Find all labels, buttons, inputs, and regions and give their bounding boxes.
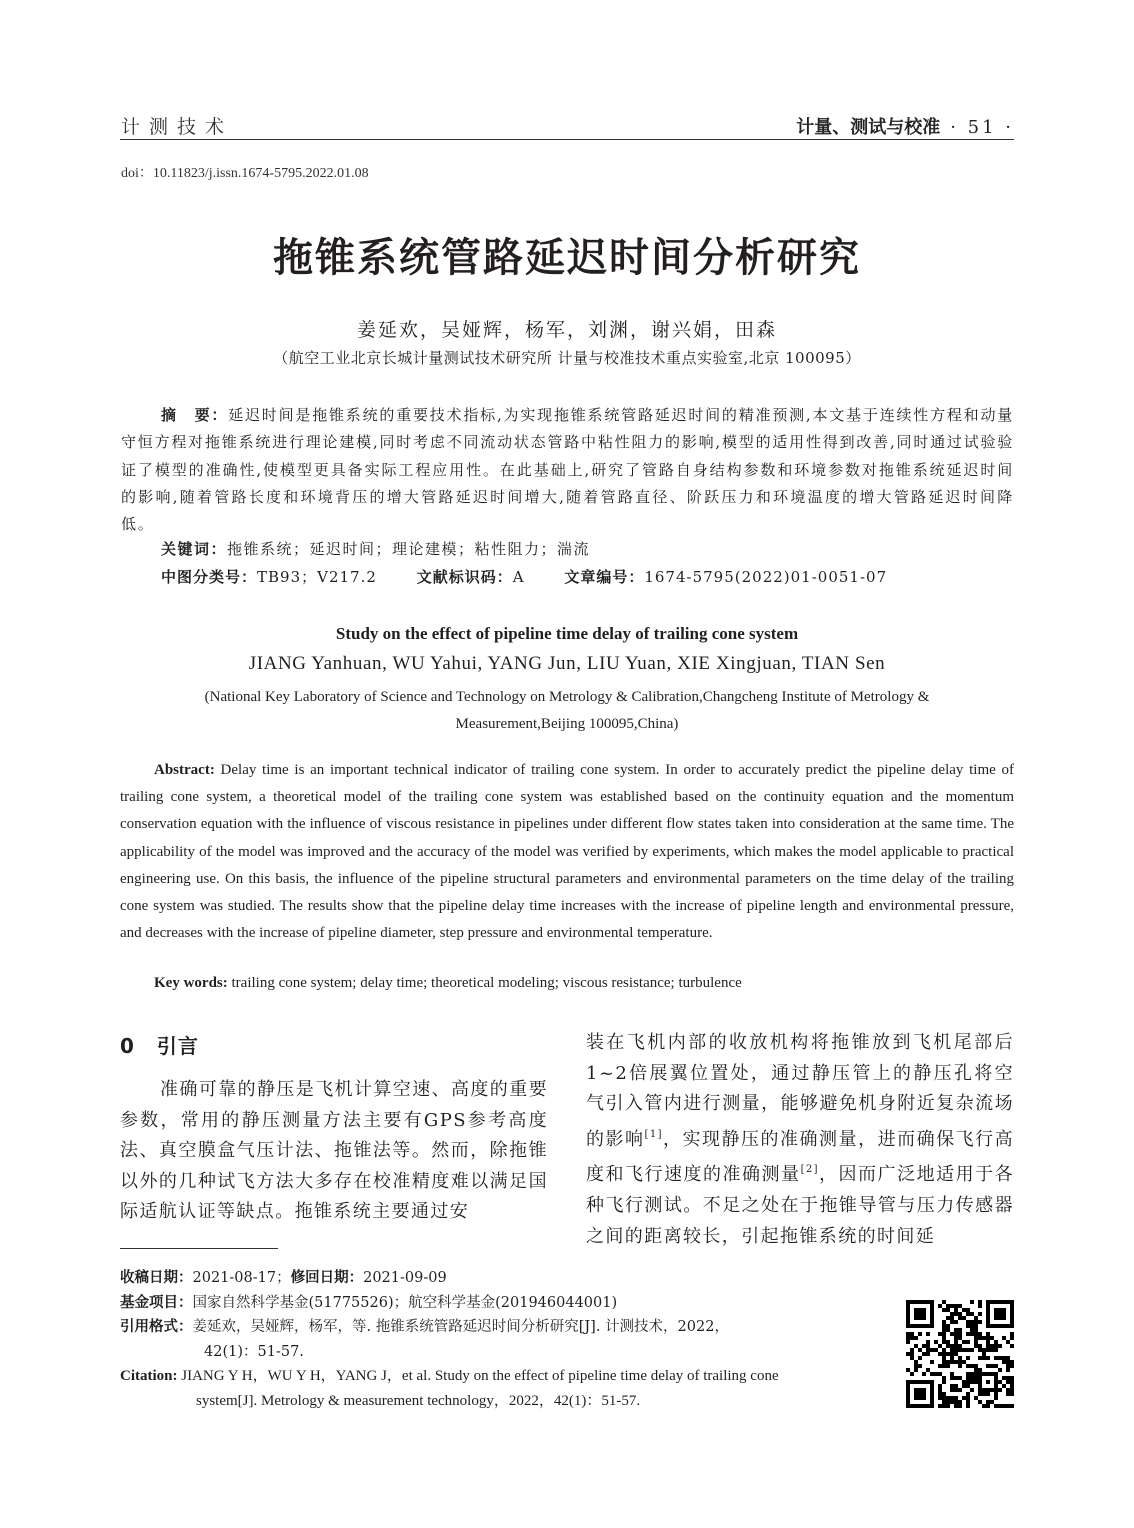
keywords-cn [161, 538, 590, 559]
intro-text-c: ，因而广泛地适用于各种飞行测试。不足之处在于拖锥导管与压力传感器之间的距离较长，引起拖锥系统的时间延 [586, 1164, 1014, 1247]
authors-cn: 姜延欢，吴娅辉，杨军，刘渊，谢兴娟，田森 [356, 319, 777, 341]
body-column-left [120, 1030, 548, 1228]
keywords-en [154, 975, 742, 992]
page-number: · 51 · [950, 117, 1014, 138]
fund-row [120, 1291, 880, 1316]
revised-label: 修回日期： [290, 1270, 364, 1286]
article-no-value: 1674-5795(2022)01-0051-07 [644, 568, 888, 586]
journal-name: 计测技术 [121, 116, 234, 138]
classification-row [161, 566, 1021, 587]
affiliation-en-line2: Measurement,Beijing 100095,China) [455, 716, 679, 732]
footnote-rule [120, 1248, 278, 1249]
received-row [120, 1266, 880, 1291]
abstract-en-text: Delay time is an important technical indicator of trailing cone system. In order to accurately predict the pipeline delay time of trailing cone system, a theoretical model of the trailing cone system was established based on the continuity equation and the momentum conservation equation with the influence of viscous resistance in pipelines under different flow states taken into consideration at the same time. The applicability of the model was improved and the accuracy of the model was verified by experiments, which makes the model applicable to practical engineering use. On this basis, the influence of the pipeline structural parameters and environmental parameters on the time delay of the trailing cone system was studied. The results show that the pipeline delay time increases with the increase of pipeline length and environmental pressure, and decreases with the increase of pipeline diameter, step pressure and environmental temperature. [120, 762, 1014, 942]
qr-code-graphic [906, 1300, 1014, 1408]
footnote-en [120, 1364, 880, 1414]
section-heading [120, 1030, 548, 1059]
affiliation-en-line1: (National Key Laboratory of Science and Technology on Metrology & Calibration,Changcheng Institute of Metrology & [204, 689, 930, 705]
revised-date: 2021-09-09 [363, 1270, 447, 1286]
doc-code-value: A [512, 568, 525, 586]
footnote-cn [120, 1266, 880, 1365]
doc-code-label: 文献标识码： [416, 568, 513, 586]
citation-en-line2: system[J]. Metrology & measurement technology，2022，42(1)：51-57. [196, 1393, 641, 1409]
paper-title-cn: 拖锥系统管路延迟时间分析研究 [273, 235, 861, 281]
intro-paragraph-left: 准确可靠的静压是飞机计算空速、高度的重要参数，常用的静压测量方法主要有GPS参考高度法、真空膜盒气压计法、拖锥法等。然而，除拖锥以外的几种试飞方法大多存在校准精度难以满足国际适航认证等缺点。拖锥系统主要通过安 [120, 1079, 548, 1223]
authors-en: JIANG Yanhuan, WU Yahui, YANG Jun, LIU Yuan, XIE Xingjuan, TIAN Sen [248, 653, 886, 674]
intro-text-a: 装在飞机内部的收放机构将拖锥放到飞机尾部后1~2倍展翼位置处，通过静压管上的静压孔将空气引入管内进行测量，能够避免机身附近复杂流场的影响 [586, 1032, 1014, 1150]
abstract-cn-label: 摘 要： [161, 406, 229, 424]
keywords-en-text: trailing cone system; delay time; theoretical modeling; viscous resistance; turbulence [227, 975, 742, 991]
article-no-label: 文章编号： [564, 568, 645, 586]
section-number: 0 [120, 1034, 135, 1058]
citation-2[interactable]: [2] [800, 1164, 819, 1176]
citation-cn-line1: 姜延欢，吴娅辉，杨军，等. 拖锥系统管路延迟时间分析研究[J]. 计测技术，2022， [192, 1319, 729, 1336]
doi[interactable]: doi：10.11823/j.issn.1674-5795.2022.01.08 [121, 166, 369, 181]
intro-paragraph-right [586, 1028, 1014, 1252]
intro-text-b: ，实现静压的准确测量，进而确保飞行高度和飞行速度的准确测量 [586, 1128, 1015, 1186]
affiliation-en [120, 684, 1014, 738]
citation-1[interactable]: [1] [644, 1128, 663, 1140]
keywords-cn-text: 拖锥系统；延迟时间；理论建模；粘性阻力；湍流 [227, 540, 591, 558]
qr-code-icon[interactable] [906, 1300, 1014, 1408]
keywords-cn-label: 关键词： [161, 540, 228, 558]
citation-en-label: Citation: [120, 1368, 178, 1384]
citation-en-line1: JIANG Y H，WU Y H，YANG J，et al. Study on the effect of pipeline time delay of trailing cone [177, 1368, 779, 1384]
abstract-en-label: Abstract: [154, 762, 215, 778]
citation-cn-row [120, 1315, 880, 1340]
received-date: 2021-08-17； [192, 1270, 291, 1286]
abstract-cn [121, 402, 1014, 538]
fund-label: 基金项目： [120, 1294, 193, 1311]
abstract-cn-text: 延迟时间是拖锥系统的重要技术指标,为实现拖锥系统管路延迟时间的精准预测,本文基于连续性方程和动量守恒方程对拖锥系统进行理论建模,同时考虑不同流动状态管路中粘性阻力的影响,模型的适用性得到改善,同时通过试验验证了模型的准确性,使模型更具备实际工程应用性。在此基础上,研究了管路自身结构参数和环境参数对拖锥系统延迟时间的影响,随着管路长度和环境背压的增大管路延迟时间增大,随着管路直径、阶跃压力和环境温度的增大管路延迟时间降低。 [121, 406, 1014, 534]
clc-label: 中图分类号： [161, 568, 258, 586]
affiliation-cn: （航空工业北京长城计量测试技术研究所 计量与校准技术重点实验室,北京 100095） [273, 349, 861, 367]
received-label: 收稿日期： [120, 1270, 193, 1286]
keywords-en-label: Key words: [154, 975, 228, 991]
citation-en-row [120, 1364, 880, 1389]
clc-value: TB93；V217.2 [257, 568, 377, 586]
header-rule [120, 139, 1014, 140]
citation-cn-line2: 42(1)：51-57. [204, 1344, 304, 1361]
running-head-section [796, 113, 1014, 139]
body-column-right [586, 1028, 1014, 1252]
paper-title-en: Study on the effect of pipeline time delay of trailing cone system [335, 624, 799, 643]
section-title: 引言 [156, 1034, 199, 1058]
abstract-en [120, 757, 1014, 947]
fund-text: 国家自然科学基金(51775526)；航空科学基金(201946044001) [192, 1294, 618, 1311]
citation-cn-label: 引用格式： [120, 1319, 193, 1336]
section-name: 计量、测试与校准 [796, 117, 941, 138]
